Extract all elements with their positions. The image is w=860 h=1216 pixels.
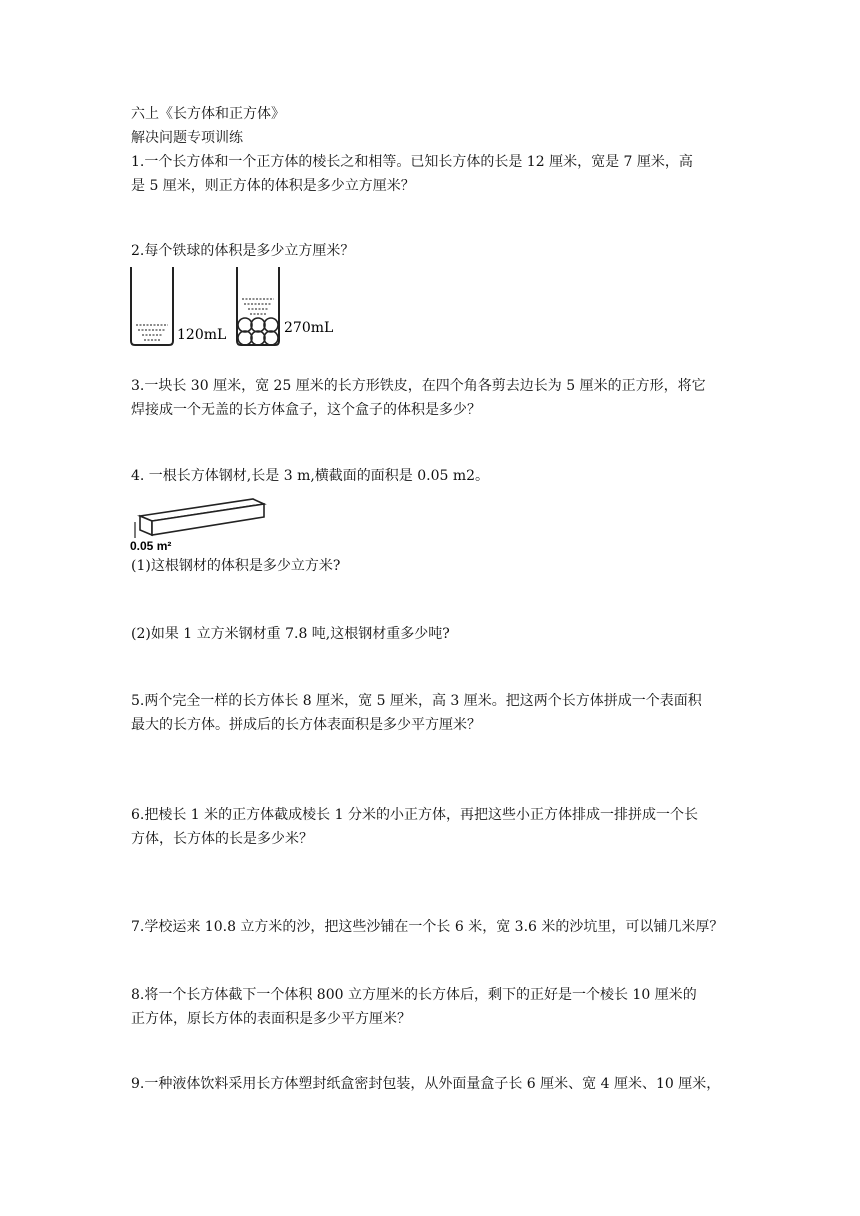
question-9-line-1: 9.一种液体饮料采用长方体塑封纸盒密封包装，从外面量盒子长 6 厘米、宽 4 厘米、10 厘米， [131, 1076, 721, 1092]
question-1-line-2: 是 5 厘米，则正方体的体积是多少立方厘米？ [131, 178, 415, 194]
question-6-line-1: 6.把棱长 1 米的正方体截成棱长 1 分米的小正方体，再把这些小正方体排成一排拼成一个长 [131, 807, 698, 823]
iron-ball [251, 331, 265, 345]
question-4-line-1: 4. 一根长方体钢材,长是 3 m,横截面的面积是 0.05 m2。 [131, 468, 490, 484]
steel-bar-figure [128, 494, 268, 558]
iron-ball [264, 318, 278, 332]
left-beaker [131, 267, 173, 345]
right-beaker-label: 270mL [284, 320, 334, 336]
steel-bar [140, 499, 264, 535]
question-7-line-1: 7.学校运来 10.8 立方米的沙，把这些沙铺在一个长 6 米，宽 3.6 米的沙坑里，可以铺几米厚？ [131, 919, 724, 935]
left-beaker-water [136, 325, 168, 340]
right-beaker [237, 267, 279, 345]
question-2-line-1: 2.每个铁球的体积是多少立方厘米？ [131, 243, 355, 259]
question-8-line-2: 正方体，原长方体的表面积是多少平方厘米？ [131, 1011, 411, 1027]
right-beaker-water [242, 299, 274, 314]
cross-section-label: 0.05 m² [130, 539, 172, 553]
question-3-line-2: 焊接成一个无盖的长方体盒子，这个盒子的体积是多少？ [131, 402, 481, 418]
question-6-line-2: 方体，长方体的长是多少米？ [131, 831, 313, 847]
doc-title: 六上《长方体和正方体》 [131, 106, 285, 122]
left-beaker-label: 120mL [177, 327, 227, 343]
iron-ball [264, 331, 278, 345]
question-5-line-2: 最大的长方体。拼成后的长方体表面积是多少平方厘米？ [131, 717, 481, 733]
question-4-sub-1: (1)这根钢材的体积是多少立方米? [131, 558, 341, 574]
beakers-figure [126, 265, 356, 350]
question-3-line-1: 3.一块长 30 厘米，宽 25 厘米的长方形铁皮，在四个角各剪去边长为 5 厘米的正方形，将它 [131, 378, 706, 394]
question-4-sub-2: (2)如果 1 立方米钢材重 7.8 吨,这根钢材重多少吨? [131, 626, 450, 642]
iron-balls [238, 318, 278, 345]
iron-ball [238, 331, 252, 345]
iron-ball [238, 318, 252, 332]
question-8-line-1: 8.将一个长方体截下一个体积 800 立方厘米的长方体后，剩下的正好是一个棱长 10 厘米的 [131, 987, 697, 1003]
question-5-line-1: 5.两个完全一样的长方体长 8 厘米，宽 5 厘米，高 3 厘米。把这两个长方体拼成一个表面积 [131, 693, 702, 709]
question-1-line-1: 1.一个长方体和一个正方体的棱长之和相等。已知长方体的长是 12 厘米，宽是 7 厘米，高 [131, 154, 693, 170]
iron-ball [251, 318, 265, 332]
doc-subtitle: 解决问题专项训练 [131, 130, 243, 146]
